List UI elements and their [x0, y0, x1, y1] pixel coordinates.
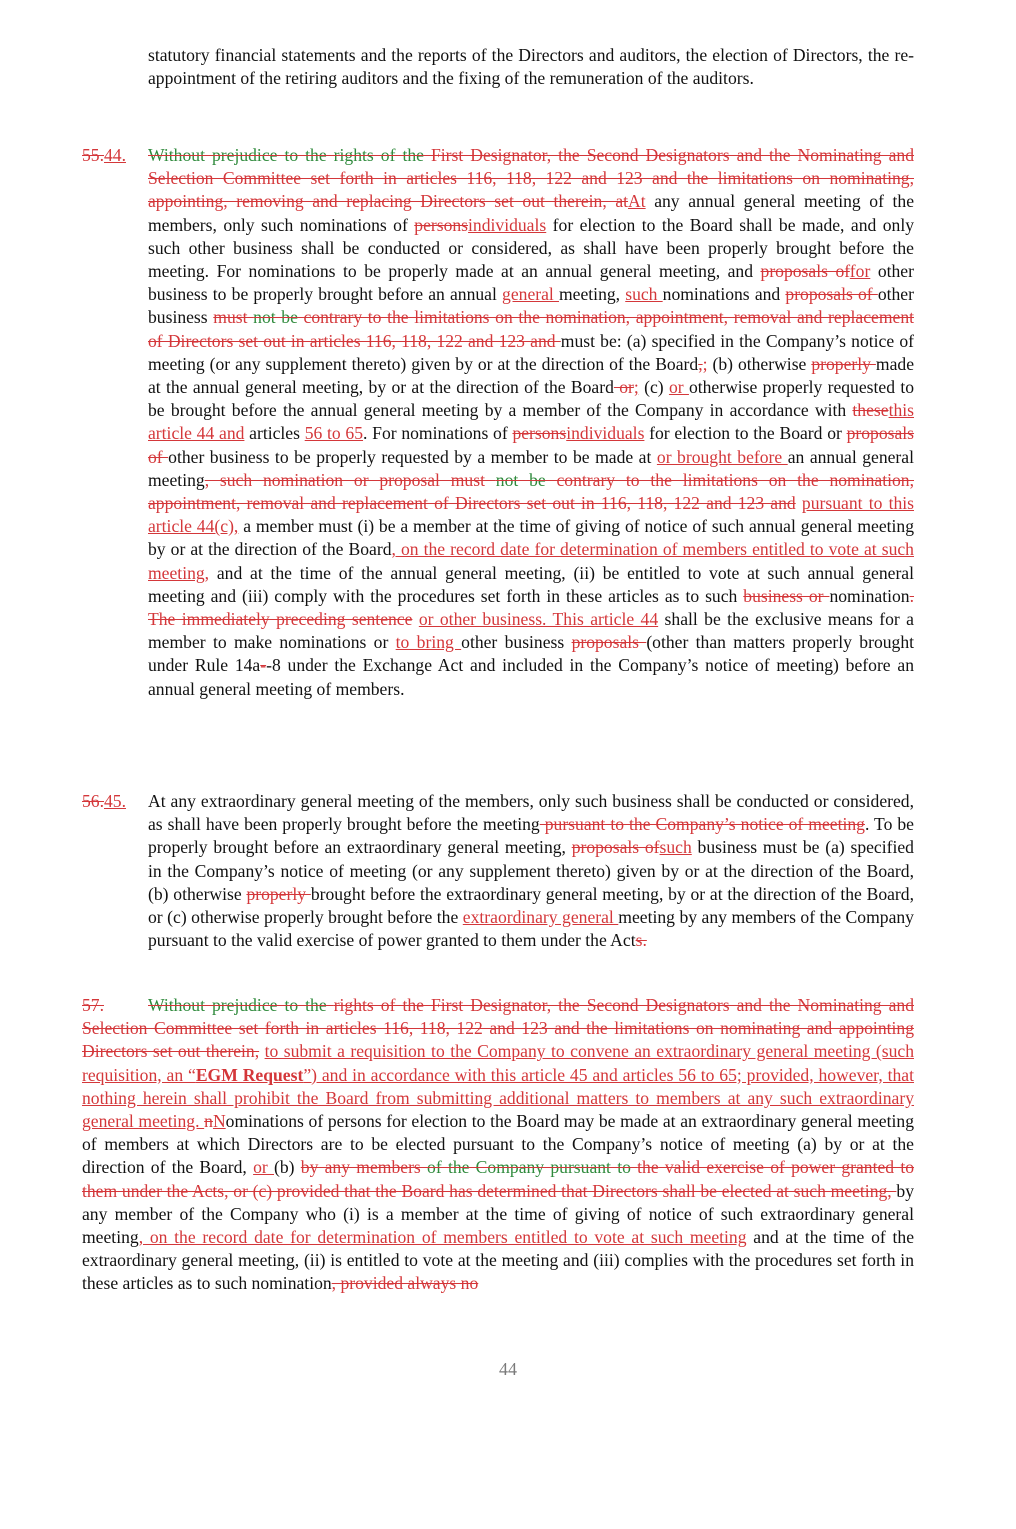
- body-text: and at the time of the annual general meeting, (ii) be entitled to vote at such annual general meeting and (iii) comply with the procedures set forth in these articles as to such: [148, 562, 914, 606]
- inserted-text: 56 to 65: [304, 423, 364, 444]
- new-number: 45.: [104, 791, 126, 811]
- body-text: ominations of persons for election to the Board may be made at an extraordinary general meeting of members at which Directors are to be elected pursuant to the Company’s notice of meeting (a) by or at the direction of the Board,: [82, 1111, 914, 1178]
- deleted-text: proposals: [571, 632, 647, 653]
- body-text: meeting by any members of the Company pursuant to the valid exercise of power granted to them under the Act: [148, 907, 914, 951]
- body-text: other business: [148, 284, 914, 328]
- deleted-text: , such nomination or proposal must: [204, 469, 496, 490]
- inserted-defined-term: EGM Request: [195, 1064, 304, 1085]
- deleted-text: not be: [253, 307, 304, 328]
- body-text: by any member of the Company who (i) is a member at the time of giving of notice of such extraordinary general meeting: [82, 1180, 914, 1248]
- article-57: [82, 994, 914, 1296]
- deleted-text: proposals of: [148, 423, 915, 467]
- intro-text: statutory financial statements and the reports of the Directors and auditors, the election of Directors, the re-appointment of the retiring auditors and the fixing of the remuneration of the auditors.: [148, 45, 914, 89]
- body-text: for election to the Board or: [644, 423, 847, 444]
- body-text: . To be properly brought before an extraordinary general meeting,: [148, 814, 914, 858]
- body-text: (c): [638, 377, 669, 398]
- deleted-text: the valid exercise of power granted to them under the Acts, or (c) provided that the Board has determined that Directors shall be elected at such meeting,: [82, 1157, 915, 1201]
- deleted-text: contrary to the limitations on the nomination, appointment, removal and replacement of Directors set out in 116, 118, 122 and 123 and: [148, 469, 914, 514]
- article-45: [82, 790, 914, 952]
- deleted-text: business or: [743, 585, 830, 606]
- article-45-number: [82, 790, 148, 813]
- body-text: meeting,: [558, 284, 626, 305]
- inserted-text: extraordinary general: [462, 907, 619, 928]
- deleted-text: First Designator, the Second Designators and the Nominating and Selection Committee set forth in articles 116, 118, 122 and 123 and the limitations on nominating, appointing, removing and replacing Directors set out therein, at: [148, 145, 915, 212]
- body-text: and at the time of the extraordinary general meeting, (ii) is entitled to vote at the meeting and (iii) complies with the procedures set forth in these articles as to such nomination: [82, 1227, 914, 1294]
- paragraph-intro: [148, 44, 914, 90]
- inserted-text: individuals: [468, 214, 547, 235]
- deleted-text: of the Company pursuant to: [427, 1157, 638, 1178]
- deleted-text: proposals of: [785, 284, 878, 305]
- deleted-text: by any members: [300, 1157, 428, 1178]
- inserted-text: for: [849, 261, 871, 282]
- body-text: brought before the extraordinary general meeting, by or at the direction of the Board, or (c) otherwise properly brought before the: [148, 883, 914, 928]
- deleted-text: s.: [635, 930, 647, 951]
- article-44-number: [82, 144, 148, 167]
- inserted-text: to bring: [395, 632, 462, 653]
- body-text: nominations and: [662, 284, 786, 305]
- new-number: 44.: [104, 145, 126, 165]
- deleted-text: or: [613, 377, 634, 398]
- body-text: for election to the Board shall be made, and only such other business shall be conducted or considered, as shall have been properly brought before the meeting. For nominations to be properly made at an annual general meeting, and: [148, 214, 915, 282]
- body-text: nomination: [829, 585, 910, 606]
- deleted-text: rights of the First Designator, the Second Designators and the Nominating and Selection Committee set forth in articles 116, 118, 122 and 123 and the limitations on nominating and appointing Directors set out therein,: [82, 995, 914, 1062]
- deleted-text: persons: [414, 214, 469, 235]
- deleted-text: must: [213, 307, 254, 328]
- inserted-text: this article 44 and: [148, 400, 914, 444]
- body-text: made at the annual general meeting, by or at the direction of the Board: [148, 353, 915, 398]
- article-44: [82, 144, 914, 701]
- body-text: articles: [244, 423, 305, 444]
- deleted-text: -: [260, 655, 267, 676]
- old-number: 55.: [82, 145, 104, 165]
- inserted-text: or brought before: [656, 446, 788, 467]
- deleted-text: ,: [698, 353, 703, 374]
- inserted-text: or: [253, 1157, 275, 1178]
- deleted-text: proposals of: [571, 837, 660, 858]
- inserted-text: , on the record date for determination of members entitled to vote at such meeting: [138, 1227, 747, 1248]
- body-text: any annual general meeting of the members, only such nominations of: [148, 191, 915, 235]
- inserted-text: such: [625, 284, 663, 305]
- deleted-text: properly: [811, 353, 876, 374]
- inserted-text: ”) and in accordance with this article 45 and articles 56 to 65; provided, however, that nothing herein shall prohibit the Board from submitting additional matters to members at any such extraordinary general meeting.: [82, 1064, 914, 1132]
- deleted-text: these: [852, 400, 889, 421]
- inserted-text: pursuant to this article 44(c),: [148, 493, 914, 537]
- inserted-text: or: [668, 377, 689, 398]
- deleted-text: pursuant to the Company’s notice of meeting: [539, 814, 865, 835]
- inserted-text: individuals: [566, 423, 645, 444]
- deleted-text: . The immediately preceding sentence: [148, 585, 914, 630]
- body-text: other business to be properly requested by a member to be made at: [168, 446, 657, 467]
- inserted-text: such: [659, 837, 692, 858]
- body-text: -8 under the Exchange Act and included in the Company’s notice of meeting) before an annual general meeting of members.: [148, 655, 914, 699]
- body-text: otherwise properly requested to be brought before the annual general meeting by a member of the Company in accordance with: [148, 377, 914, 421]
- body-text: . For nominations of: [363, 423, 513, 444]
- article-57-number: 57.: [82, 995, 104, 1015]
- inserted-text: ;: [633, 377, 639, 398]
- body-text: a member must (i) be a member at the time of giving of notice of such annual general meeting by or at the direction of the Board: [148, 516, 915, 560]
- deleted-text: properly: [246, 883, 311, 904]
- body-text: (other than matters properly brought under Rule 14a: [148, 632, 915, 676]
- inserted-text: or other business. This article 44: [418, 609, 659, 630]
- deleted-text: proposals of: [760, 261, 850, 282]
- old-number: 56.: [82, 791, 104, 811]
- body-text: an annual general meeting: [148, 446, 914, 490]
- body-text: must be: (a) specified in the Company’s notice of meeting (or any supplement thereto) given by or at the direction of the Board: [148, 330, 914, 374]
- inserted-text: to submit a requisition to the Company to convene an extraordinary general meeting (such requisition, an “: [82, 1041, 914, 1085]
- body-text: other business to be properly brought before an annual: [148, 261, 914, 305]
- body-text: other business: [461, 632, 572, 653]
- inserted-text: ;: [702, 353, 708, 374]
- deleted-text: contrary to the limitations on the nomination, appointment, removal and replacement of Directors set out in articles 116, 118, 122 and 123 and: [148, 307, 914, 351]
- deleted-text: n: [204, 1111, 213, 1132]
- deleted-text: not be: [495, 469, 557, 490]
- body-text: shall be the exclusive means for a member to make nominations or: [148, 609, 914, 653]
- body-text: business must be (a) specified in the Company’s notice of meeting (or any supplement thereto) given by or at the direction of the Board, (b) otherwise: [148, 837, 914, 904]
- deleted-text: persons: [512, 423, 567, 444]
- body-text: (b): [274, 1157, 301, 1178]
- inserted-text: , on the record date for determination of members entitled to vote at such meeting,: [148, 539, 914, 583]
- deleted-text: Without prejudice to the: [148, 995, 334, 1015]
- page-number: 44: [499, 1359, 517, 1379]
- inserted-text: general: [502, 284, 559, 305]
- body-text: (b) otherwise: [707, 353, 812, 374]
- inserted-text: N: [212, 1111, 226, 1132]
- deleted-text: Without prejudice to the rights of the: [148, 145, 431, 165]
- deleted-text: , provided always no: [331, 1273, 479, 1294]
- body-text: At any extraordinary general meeting of the members, only such business shall be conducted or considered, as shall have been properly brought before the meeting: [148, 791, 914, 835]
- inserted-text: At: [628, 191, 646, 212]
